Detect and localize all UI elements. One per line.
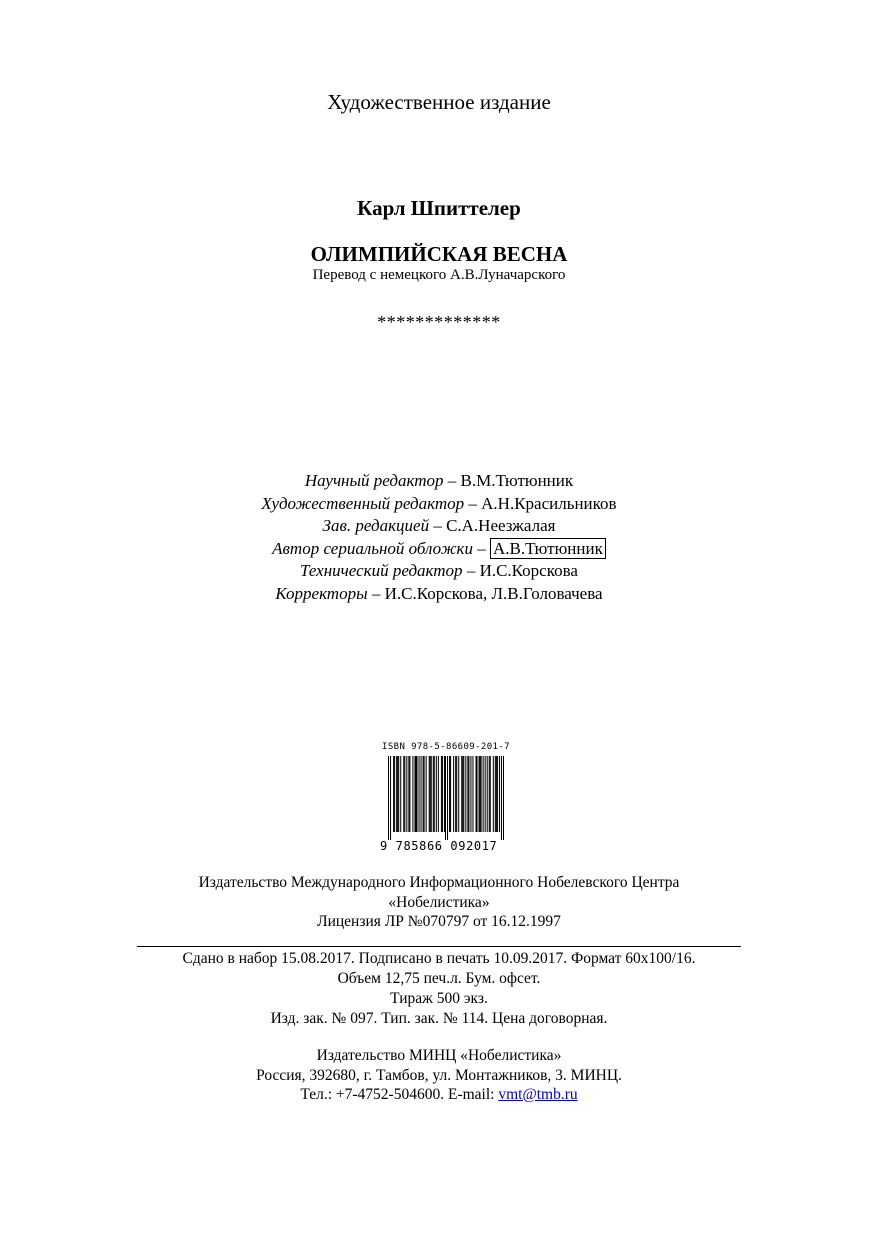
barcode-bar xyxy=(489,756,490,832)
book-title: ОЛИМПИЙСКАЯ ВЕСНА xyxy=(310,242,568,266)
contact-address: Россия, 392680, г. Тамбов, ул. Монтажников, 3. МИНЦ. xyxy=(256,1066,622,1084)
barcode-bar xyxy=(455,756,456,832)
credit-person: С.А.Неезжалая xyxy=(446,516,556,535)
editorial-credits xyxy=(0,470,878,605)
genre-heading: Художественное издание xyxy=(327,90,551,114)
barcode-bar xyxy=(421,756,422,832)
barcode-bar xyxy=(447,756,448,840)
credit-line xyxy=(0,515,878,538)
asterisk-separator: ************* xyxy=(377,312,501,332)
barcode-bar xyxy=(470,756,471,832)
isbn-label: ISBN 978-5-86609-201-7 xyxy=(382,742,511,752)
barcode-bar xyxy=(416,756,417,832)
barcode-bar xyxy=(409,756,410,832)
barcode-bar xyxy=(487,756,488,832)
publisher-brand: «Нобелистика» xyxy=(388,893,490,911)
publisher-name: Издательство Международного Информационного Нобелевского Центра xyxy=(198,874,680,891)
barcode-bar xyxy=(493,756,494,832)
credit-dash: – xyxy=(443,471,461,490)
barcode-bar xyxy=(434,756,435,832)
barcode-bar xyxy=(468,756,469,832)
credit-person: И.С.Корскова, Л.В.Головачева xyxy=(384,583,603,603)
barcode-bar xyxy=(424,756,425,832)
credit-line xyxy=(0,583,878,606)
barcode-bar xyxy=(423,756,424,832)
imprint-orders: Изд. зак. № 097. Тип. зак. № 114. Цена договорная. xyxy=(270,1010,608,1027)
contact-publisher: Издательство МИНЦ «Нобелистика» xyxy=(316,1047,562,1064)
barcode-bar xyxy=(453,756,454,832)
credit-role: Автор сериальной обложки xyxy=(272,538,474,558)
credit-role: Технический редактор xyxy=(300,561,463,580)
barcode-bar xyxy=(450,756,451,832)
barcode-digits: 9 785866 092017 xyxy=(380,839,498,853)
barcode-bar xyxy=(467,756,468,832)
credit-line xyxy=(0,538,878,561)
barcode-bar xyxy=(429,756,430,832)
barcode-bar xyxy=(479,756,480,832)
barcode-bar xyxy=(396,756,397,832)
publisher-license: Лицензия ЛР №070797 от 16.12.1997 xyxy=(317,913,561,930)
barcode-bar xyxy=(415,756,416,832)
barcode-bars xyxy=(388,756,504,840)
barcode-bar xyxy=(431,756,432,832)
imprint-info xyxy=(0,949,878,1029)
barcode-bar xyxy=(393,756,394,832)
credit-person: И.С.Корскова xyxy=(479,561,578,580)
barcode-bar xyxy=(501,756,502,840)
translation-credit: Перевод с немецкого А.В.Луначарского xyxy=(312,267,566,283)
barcode-bar xyxy=(419,756,420,832)
credit-dash: – xyxy=(429,516,447,535)
barcode-bar xyxy=(477,756,478,832)
credit-dash: – xyxy=(473,538,491,558)
barcode-bar xyxy=(397,756,398,832)
barcode-bar xyxy=(456,756,457,832)
barcode-bar xyxy=(496,756,497,832)
barcode-bar xyxy=(490,756,491,832)
credit-person: А.Н.Красильников xyxy=(481,493,617,513)
barcode-bar xyxy=(503,756,504,840)
publisher-info xyxy=(0,873,878,932)
barcode-bar xyxy=(438,756,439,832)
divider-line xyxy=(137,946,741,947)
credit-role: Художественный редактор xyxy=(261,493,465,513)
barcode-bar xyxy=(483,756,484,832)
barcode-bar xyxy=(390,756,391,840)
barcode-bar xyxy=(485,756,486,832)
barcode-bar xyxy=(476,756,477,832)
credit-dash: – xyxy=(367,583,385,603)
contact-info xyxy=(0,1046,878,1105)
contact-phone: Тел.: +7-4752-504600. E-mail: xyxy=(300,1086,499,1103)
credit-dash: – xyxy=(464,493,482,513)
credit-line xyxy=(0,470,878,493)
credit-person: В.М.Тютюнник xyxy=(460,471,574,490)
barcode-bar xyxy=(388,756,389,840)
barcode-bar xyxy=(442,756,443,832)
credit-role: Корректоры xyxy=(275,583,368,603)
barcode-bar xyxy=(497,756,498,832)
credit-dash: – xyxy=(462,561,480,580)
imprint-dates: Сдано в набор 15.08.2017. Подписано в печать 10.09.2017. Формат 60x100/16. xyxy=(182,950,696,967)
barcode-bar xyxy=(462,756,463,832)
barcode-bar xyxy=(458,756,459,832)
barcode-bar xyxy=(480,756,481,832)
barcode-bar xyxy=(412,756,413,832)
barcode-bar xyxy=(394,756,395,832)
barcode-bar xyxy=(408,756,409,832)
barcode-bar xyxy=(430,756,431,832)
barcode-bar xyxy=(404,756,405,832)
barcode-bar xyxy=(449,756,450,832)
author-name: Карл Шпиттелер xyxy=(357,196,521,220)
barcode-bar xyxy=(414,756,415,832)
barcode-bar xyxy=(398,756,399,832)
barcode-bar xyxy=(400,756,401,832)
imprint-print-run: Тираж 500 экз. xyxy=(390,990,488,1007)
isbn-barcode xyxy=(378,742,512,854)
contact-phone-line xyxy=(0,1085,878,1105)
credit-line xyxy=(0,560,878,583)
barcode-bar xyxy=(465,756,466,832)
barcode-bar xyxy=(436,756,437,832)
barcode-bar xyxy=(461,756,462,832)
barcode-bar xyxy=(472,756,473,832)
barcode-bar xyxy=(444,756,445,832)
barcode-bar xyxy=(406,756,407,832)
barcode-bar xyxy=(445,756,446,840)
credit-role: Зав. редакцией xyxy=(322,516,430,535)
credit-line xyxy=(0,493,878,516)
barcode-bar xyxy=(441,756,442,832)
barcode-bar xyxy=(499,756,500,832)
credit-role: Научный редактор xyxy=(304,471,444,490)
barcode-bar xyxy=(433,756,434,832)
barcode-bar xyxy=(403,756,404,832)
barcode-bar xyxy=(463,756,464,832)
barcode-bar xyxy=(426,756,427,832)
barcode-bar xyxy=(481,756,482,832)
email-link[interactable]: vmt@tmb.ru xyxy=(498,1086,578,1103)
barcode-bar xyxy=(495,756,496,832)
imprint-volume: Объем 12,75 печ.л. Бум. офсет. xyxy=(337,970,541,987)
credit-person-boxed: А.В.Тютюнник xyxy=(490,538,606,559)
